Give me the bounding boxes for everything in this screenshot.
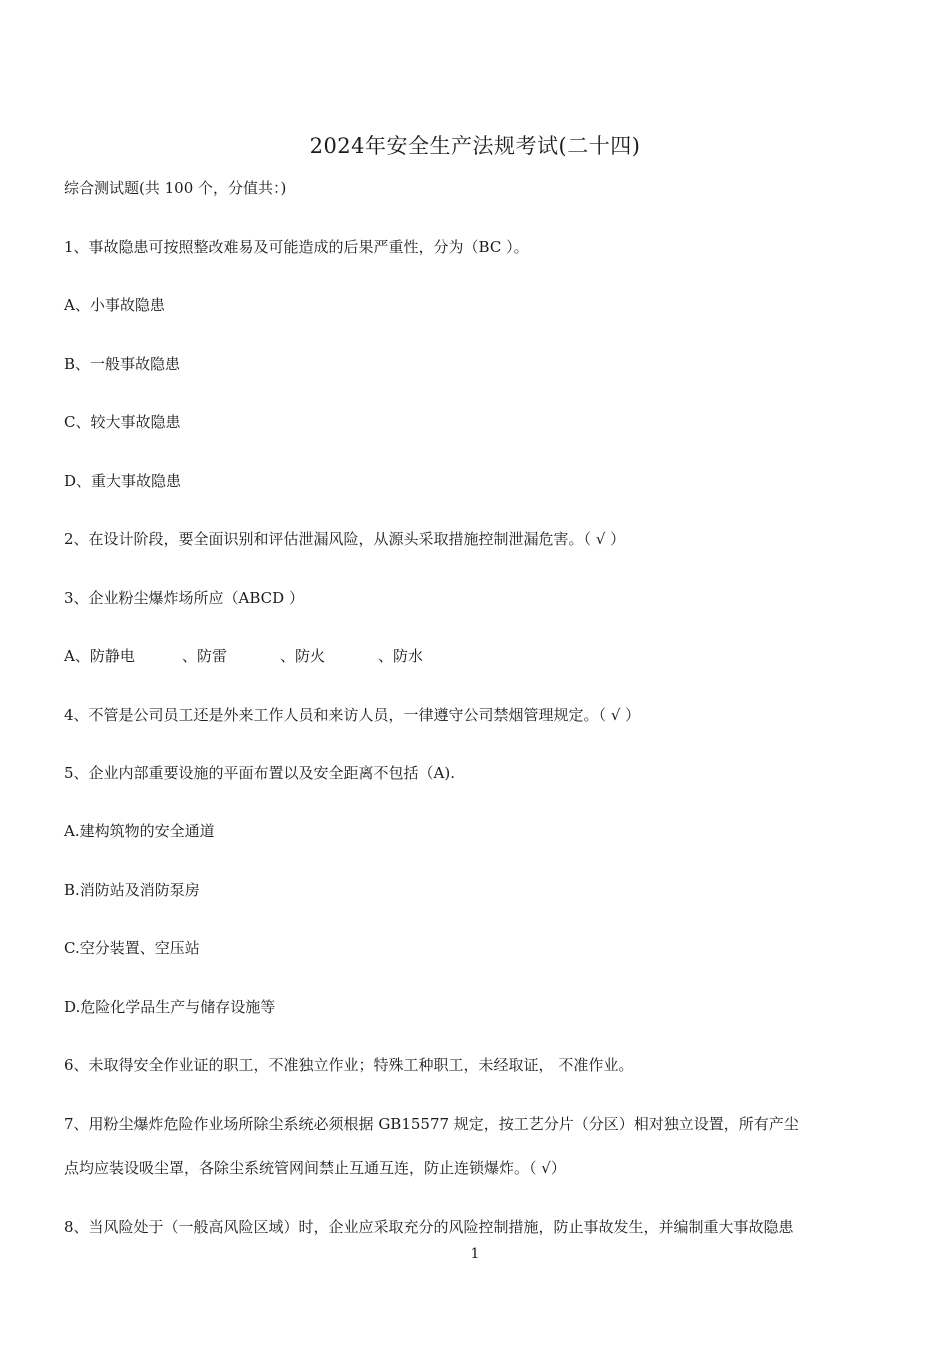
question-8: 8、当风险处于（一般高风险区域）时，企业应采取充分的风险控制措施，防止事故发生，并编制重大事故隐患 xyxy=(64,1218,794,1236)
question-3-option-b: 、防雷 xyxy=(182,647,228,665)
question-3-option-d: 、防水 xyxy=(378,647,424,665)
question-5-option-b: B.消防站及消防泵房 xyxy=(64,881,200,899)
question-1: 1、事故隐患可按照整改难易及可能造成的后果严重性，分为（BC ）。 xyxy=(64,238,529,256)
question-6: 6、未取得安全作业证的职工，不准独立作业；特殊工种职工，未经取证， 不准作业。 xyxy=(64,1056,634,1074)
question-1-option-a: A、小事故隐患 xyxy=(64,296,165,314)
question-5-option-d: D.危险化学品生产与储存设施等 xyxy=(64,998,276,1016)
question-7-line-2: 点均应装设吸尘罩，各除尘系统管网间禁止互通互连，防止连锁爆炸。（ √） xyxy=(64,1159,566,1177)
question-1-option-d: D、重大事故隐患 xyxy=(64,472,182,490)
question-3-option-a: A、防静电 xyxy=(64,647,135,665)
page-number: 1 xyxy=(470,1246,480,1262)
question-4: 4、不管是公司员工还是外来工作人员和来访人员，一律遵守公司禁烟管理规定。（ √ ） xyxy=(64,706,641,724)
question-5: 5、企业内部重要设施的平面布置以及安全距离不包括（A). xyxy=(64,764,455,782)
question-1-option-c: C、较大事故隐患 xyxy=(64,413,181,431)
document-title: 2024年安全生产法规考试(二十四) xyxy=(309,134,641,158)
question-3-option-c: 、防火 xyxy=(280,647,326,665)
question-5-option-c: C.空分装置、空压站 xyxy=(64,939,200,957)
question-7-line-1: 7、用粉尘爆炸危险作业场所除尘系统必须根据 GB15577 规定，按工艺分片（分区）相对独立设置，所有产尘 xyxy=(64,1115,799,1133)
question-1-option-b: B、一般事故隐患 xyxy=(64,355,181,373)
question-3: 3、企业粉尘爆炸场所应（ABCD ） xyxy=(64,589,304,607)
question-2: 2、在设计阶段，要全面识别和评估泄漏风险，从源头采取措施控制泄漏危害。（ √ ） xyxy=(64,530,626,548)
document-subtitle: 综合测试题(共 100 个，分值共：) xyxy=(64,179,287,197)
question-3-options xyxy=(64,646,423,666)
question-5-option-a: A.建构筑物的安全通道 xyxy=(64,822,215,840)
